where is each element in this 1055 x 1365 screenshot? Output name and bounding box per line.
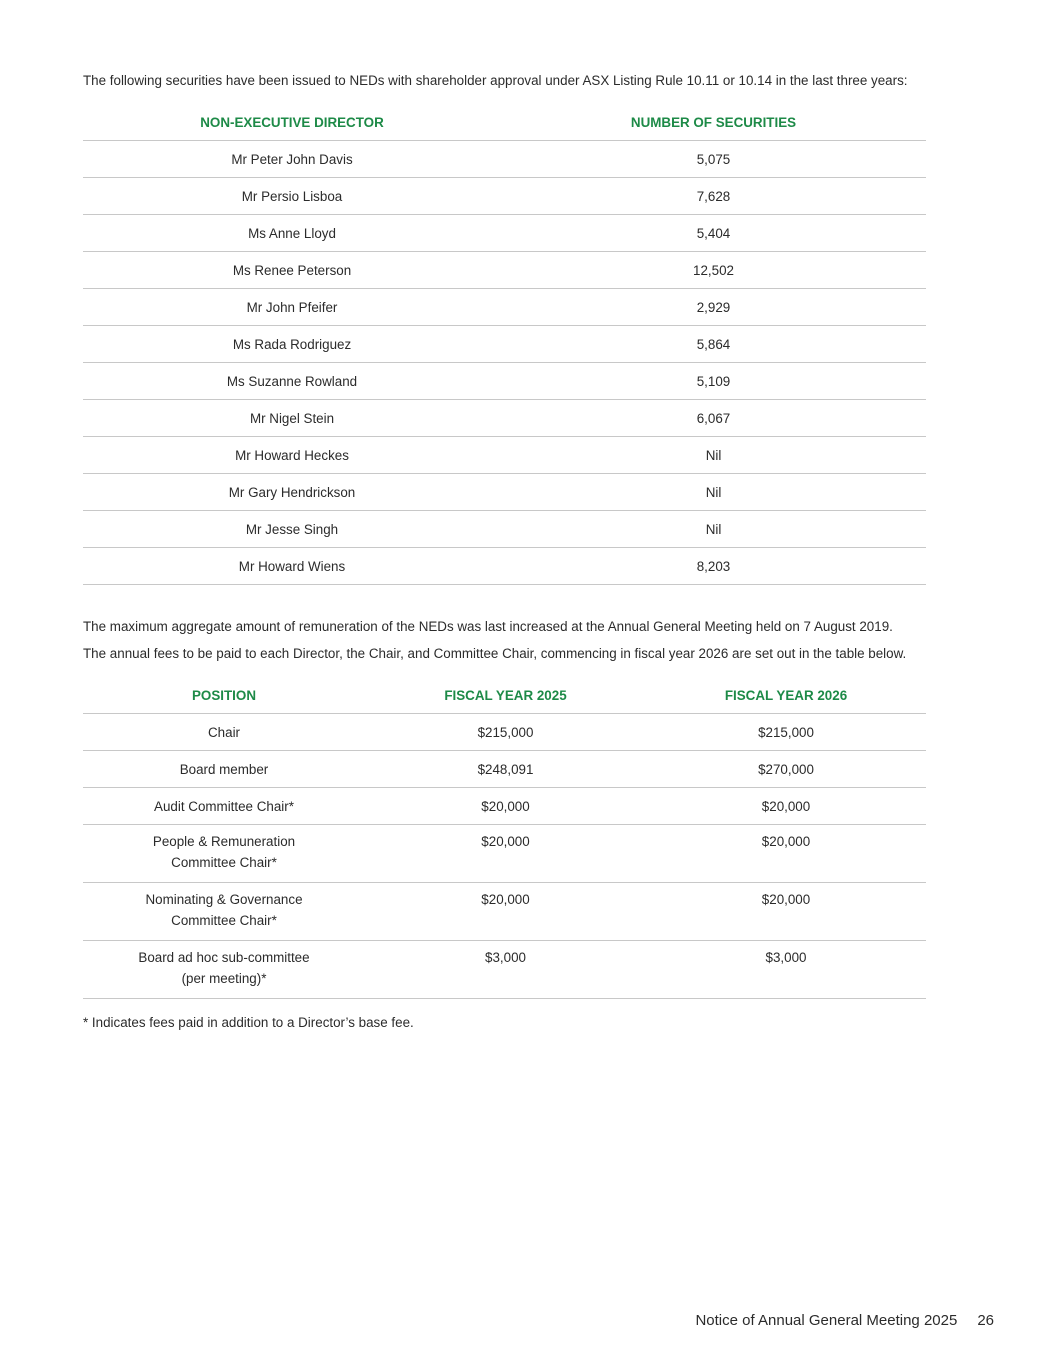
director-name-cell: Mr Howard Heckes <box>83 437 501 474</box>
position-line: Board ad hoc sub-committee <box>138 950 310 965</box>
director-name-cell: Mr Howard Wiens <box>83 548 501 585</box>
securities-count-cell: Nil <box>501 511 926 548</box>
director-name-cell: Ms Anne Lloyd <box>83 215 501 252</box>
table-row <box>83 215 926 252</box>
director-name-cell: Ms Suzanne Rowland <box>83 363 501 400</box>
securities-count-cell: 6,067 <box>501 400 926 437</box>
table-row <box>83 883 926 941</box>
column-header-position: POSITION <box>83 677 365 714</box>
securities-count-cell: 7,628 <box>501 178 926 215</box>
position-cell <box>83 788 365 825</box>
director-name-cell: Ms Renee Peterson <box>83 252 501 289</box>
director-name-cell: Mr Gary Hendrickson <box>83 474 501 511</box>
table-row <box>83 326 926 363</box>
column-header-director: NON-EXECUTIVE DIRECTOR <box>83 104 501 141</box>
fy2026-fee-cell: $20,000 <box>646 883 926 941</box>
fy2026-fee-cell: $215,000 <box>646 714 926 751</box>
remuneration-paragraph: The maximum aggregate amount of remuneration of the NEDs was last increased at the Annual General Meeting held on 7 August 2019. <box>83 619 893 634</box>
column-header-fy2025: FISCAL YEAR 2025 <box>365 677 646 714</box>
securities-count-cell: Nil <box>501 437 926 474</box>
fees-table <box>83 677 926 999</box>
fy2025-fee-cell: $215,000 <box>365 714 646 751</box>
position-line: (per meeting)* <box>181 971 267 986</box>
table-row <box>83 825 926 883</box>
position-line: Audit Committee Chair* <box>154 798 294 814</box>
director-name-cell: Ms Rada Rodriguez <box>83 326 501 363</box>
table-row <box>83 788 926 825</box>
page-number: 26 <box>977 1312 994 1329</box>
fy2025-fee-cell: $20,000 <box>365 883 646 941</box>
table-row <box>83 252 926 289</box>
table-row <box>83 714 926 751</box>
fy2026-fee-cell: $3,000 <box>646 941 926 999</box>
securities-count-cell: 8,203 <box>501 548 926 585</box>
position-line: Committee Chair* <box>171 913 277 928</box>
position-cell <box>83 883 365 941</box>
director-name-cell: Mr Nigel Stein <box>83 400 501 437</box>
table-row <box>83 289 926 326</box>
table-row <box>83 511 926 548</box>
table-row <box>83 437 926 474</box>
director-name-cell: Mr Peter John Davis <box>83 141 501 178</box>
footer-title: Notice of Annual General Meeting 2025 <box>695 1312 958 1329</box>
securities-count-cell: 5,864 <box>501 326 926 363</box>
fy2025-fee-cell: $248,091 <box>365 751 646 788</box>
position-cell <box>83 751 365 788</box>
position-line: Chair <box>208 724 240 740</box>
securities-count-cell: 5,109 <box>501 363 926 400</box>
position-cell <box>83 825 365 883</box>
fy2025-fee-cell: $3,000 <box>365 941 646 999</box>
table-row <box>83 141 926 178</box>
securities-count-cell: Nil <box>501 474 926 511</box>
director-name-cell: Mr Persio Lisboa <box>83 178 501 215</box>
fy2026-fee-cell: $20,000 <box>646 788 926 825</box>
table-row <box>83 474 926 511</box>
footnote: * Indicates fees paid in addition to a Director’s base fee. <box>83 1015 414 1030</box>
position-line: Committee Chair* <box>171 855 277 870</box>
director-name-cell: Mr Jesse Singh <box>83 511 501 548</box>
table-row <box>83 178 926 215</box>
fy2025-fee-cell: $20,000 <box>365 825 646 883</box>
column-header-securities: NUMBER OF SECURITIES <box>501 104 926 141</box>
securities-count-cell: 5,404 <box>501 215 926 252</box>
fy2025-fee-cell: $20,000 <box>365 788 646 825</box>
securities-table <box>83 104 926 585</box>
position-line: People & Remuneration <box>152 834 296 849</box>
securities-count-cell: 2,929 <box>501 289 926 326</box>
position-cell <box>83 714 365 751</box>
position-line: Nominating & Governance <box>145 892 303 907</box>
director-name-cell: Mr John Pfeifer <box>83 289 501 326</box>
intro-paragraph: The following securities have been issued to NEDs with shareholder approval under ASX Listing Rule 10.11 or 10.14 in the last three years: <box>83 73 908 88</box>
table-header-row <box>83 677 926 714</box>
table-row <box>83 941 926 999</box>
page-footer <box>695 1312 994 1329</box>
securities-count-cell: 5,075 <box>501 141 926 178</box>
position-line: Board member <box>179 761 269 777</box>
table-row <box>83 751 926 788</box>
fy2026-fee-cell: $20,000 <box>646 825 926 883</box>
position-cell <box>83 941 365 999</box>
table-row <box>83 363 926 400</box>
table-row <box>83 548 926 585</box>
table-header-row <box>83 104 926 141</box>
column-header-fy2026: FISCAL YEAR 2026 <box>646 677 926 714</box>
fy2026-fee-cell: $270,000 <box>646 751 926 788</box>
securities-count-cell: 12,502 <box>501 252 926 289</box>
table-row <box>83 400 926 437</box>
annual-fees-paragraph: The annual fees to be paid to each Director, the Chair, and Committee Chair, commencing in fiscal year 2026 are set out in the table below. <box>83 646 907 661</box>
